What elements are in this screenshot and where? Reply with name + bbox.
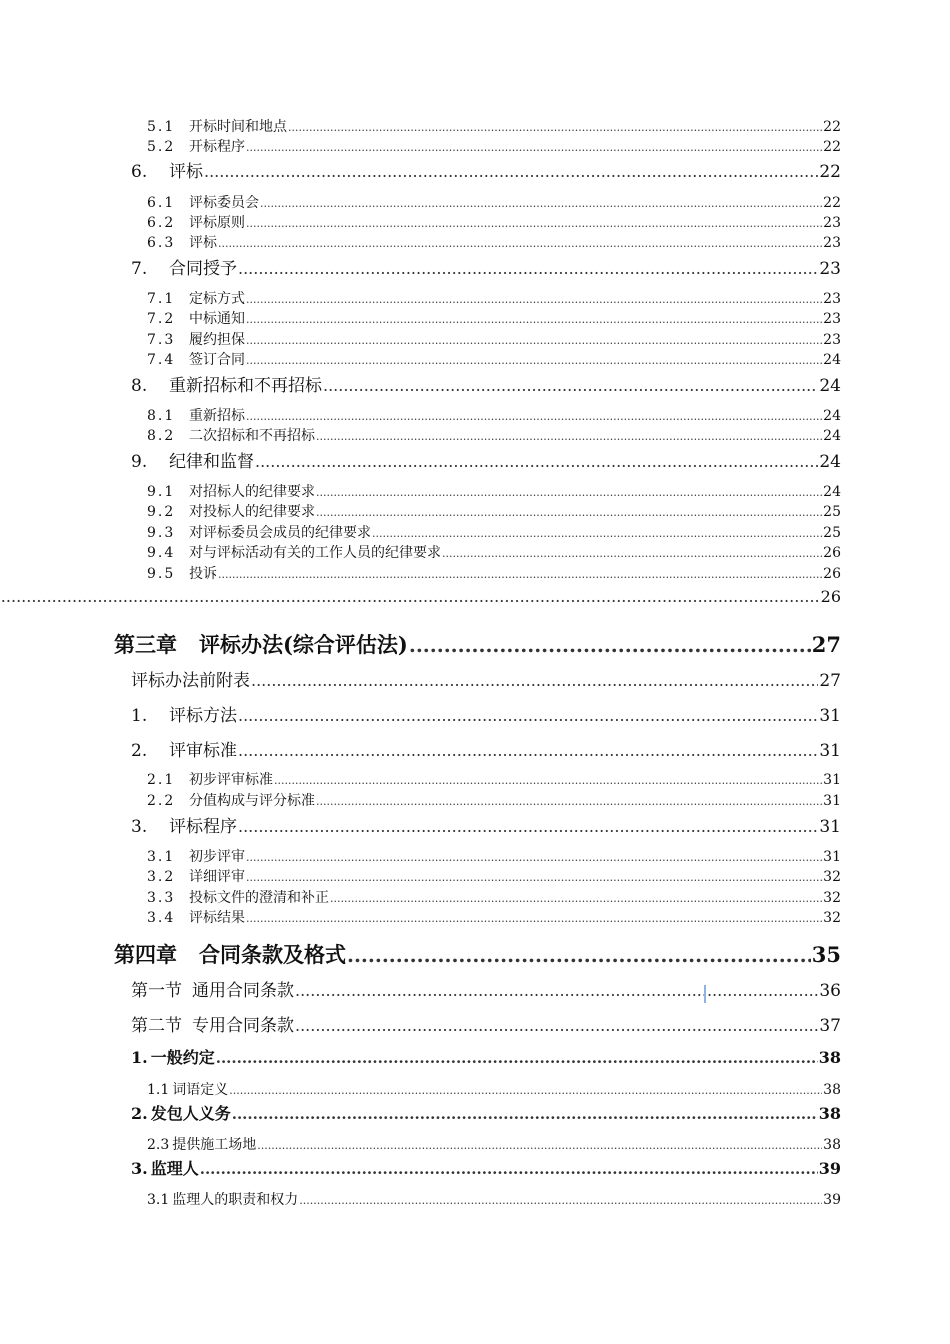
dot-leader xyxy=(295,981,818,1000)
toc-entry-title: 评标原则 xyxy=(189,215,245,231)
toc-entry-number: 7.1 xyxy=(147,291,176,307)
toc-entry-page-number: 23 xyxy=(823,215,841,231)
dot-leader xyxy=(316,486,822,499)
toc-entry-title: 通用合同条款 xyxy=(192,981,294,1001)
toc-entry-page-number: 24 xyxy=(819,452,841,472)
toc-entry-page-number: 25 xyxy=(823,525,841,541)
toc-entry-page-number: 39 xyxy=(818,1159,841,1178)
dot-leader xyxy=(238,706,818,725)
toc-entry-title: 对与评标活动有关的工作人员的纪律要求 xyxy=(189,545,441,561)
toc-entry[interactable] xyxy=(147,405,841,425)
toc-entry-number: 8.1 xyxy=(147,408,176,424)
toc-entry[interactable] xyxy=(147,481,841,501)
toc-entry[interactable] xyxy=(131,666,841,691)
toc-entry-title: 评标结果 xyxy=(189,910,245,926)
dot-leader xyxy=(246,354,822,367)
toc-entry-title: 分值构成与评分标准 xyxy=(189,793,315,809)
toc-entry-title: 详细评审 xyxy=(189,869,245,885)
toc-entry-number: 6.2 xyxy=(147,215,176,231)
toc-entry[interactable] xyxy=(147,542,841,562)
toc-entry-number: 6. xyxy=(131,162,148,182)
toc-entry-page-number: 31 xyxy=(823,849,841,865)
toc-entry-title: 发包人义务 xyxy=(150,1104,231,1123)
toc-entry-number: 2. xyxy=(131,1104,148,1123)
toc-entry-number: 1.1 xyxy=(147,1082,170,1098)
toc-entry[interactable] xyxy=(131,254,841,279)
toc-entry-number: 第一节 xyxy=(131,981,182,1001)
toc-entry[interactable] xyxy=(147,212,841,232)
toc-entry-number: 7.4 xyxy=(147,352,176,368)
toc-entry-title: 初步评审标准 xyxy=(189,772,273,788)
toc-entry-page-number: 26 xyxy=(823,566,841,582)
dot-leader xyxy=(409,633,811,657)
toc-entry-number: 3.1 xyxy=(147,1192,170,1208)
toc-entry[interactable] xyxy=(147,790,841,810)
toc-entry-page-number: 32 xyxy=(823,910,841,926)
toc-entry-number: 9.3 xyxy=(147,525,176,541)
toc-entry-title: 合同授予 xyxy=(169,259,237,279)
toc-entry[interactable] xyxy=(147,288,841,308)
toc-entry-page-number: 31 xyxy=(823,793,841,809)
toc-entry[interactable] xyxy=(131,447,841,472)
toc-entry-title: 初步评审 xyxy=(189,849,245,865)
toc-entry[interactable] xyxy=(147,1189,841,1209)
toc-entry[interactable] xyxy=(147,1134,841,1154)
toc-entry[interactable] xyxy=(147,425,841,445)
toc-entry[interactable] xyxy=(131,812,841,837)
toc-entry-number: 9.2 xyxy=(147,504,176,520)
toc-entry-number: 2.2 xyxy=(147,793,176,809)
toc-entry-number: 3.3 xyxy=(147,890,176,906)
toc-entry[interactable] xyxy=(147,116,841,136)
toc-entry-number: 3.1 xyxy=(147,849,176,865)
toc-entry-number: 3. xyxy=(131,817,148,837)
dot-leader xyxy=(323,376,818,395)
dot-leader xyxy=(372,527,822,540)
toc-entry-page-number: 22 xyxy=(819,162,841,182)
dot-leader xyxy=(238,817,818,836)
toc-entry-title: 定标方式 xyxy=(189,291,245,307)
toc-entry-number: 7.3 xyxy=(147,332,176,348)
toc-entry[interactable] xyxy=(147,136,841,156)
toc-entry-page-number: 36 xyxy=(819,981,841,1001)
dot-leader xyxy=(330,892,822,905)
toc-entry-title: 重新招标 xyxy=(189,408,245,424)
toc-entry-page-number: 24 xyxy=(823,352,841,368)
dot-leader xyxy=(442,547,822,560)
toc-entry-number: 3. xyxy=(131,1159,148,1178)
dot-leader xyxy=(246,871,822,884)
toc-entry-page-number: 32 xyxy=(823,890,841,906)
dot-leader xyxy=(238,259,818,278)
dot-leader xyxy=(218,568,822,581)
dot-leader xyxy=(0,587,820,606)
toc-entry-number: 第二节 xyxy=(131,1016,182,1036)
dot-leader xyxy=(295,1016,818,1035)
toc-entry-number: 第四章 xyxy=(114,942,177,967)
toc-entry-page-number: 39 xyxy=(823,1192,841,1208)
toc-entry[interactable] xyxy=(147,1079,841,1099)
toc-entry[interactable] xyxy=(131,1011,841,1036)
toc-entry-number: 3.2 xyxy=(147,869,176,885)
toc-entry-number: 9. xyxy=(131,452,148,472)
toc-entry-title: 合同条款及格式 xyxy=(199,942,346,967)
toc-entry-title: 对投标人的纪律要求 xyxy=(189,504,315,520)
toc-entry[interactable] xyxy=(147,308,841,328)
dot-leader xyxy=(316,430,822,443)
toc-entry-page-number: 38 xyxy=(818,1104,841,1123)
toc-entry-title: 评标 xyxy=(189,235,217,251)
toc-entry[interactable] xyxy=(131,1101,841,1124)
dot-leader xyxy=(260,197,822,210)
toc-entry-number: 1. xyxy=(131,1048,148,1067)
toc-entry-page-number: 31 xyxy=(823,772,841,788)
toc-entry-number: 2.3 xyxy=(147,1137,170,1153)
dot-leader xyxy=(200,1160,818,1178)
toc-entry-title: 评标方法 xyxy=(169,706,237,726)
toc-entry-title: 评标 xyxy=(169,162,203,182)
toc-entry-title: 纪律和监督 xyxy=(169,452,254,472)
toc-entry-page-number: 38 xyxy=(823,1082,841,1098)
toc-entry-title: 词语定义 xyxy=(172,1082,229,1098)
dot-leader xyxy=(274,774,822,787)
toc-entry-number: 5.1 xyxy=(147,119,176,135)
toc-entry-title: 监理人的职责和权力 xyxy=(172,1192,299,1208)
toc-entry-title: 开标时间和地点 xyxy=(189,119,287,135)
dot-leader xyxy=(246,851,822,864)
toc-entry[interactable] xyxy=(147,563,841,583)
toc-entry-page-number: 24 xyxy=(823,484,841,500)
toc-entry[interactable] xyxy=(147,907,841,927)
toc-entry-number: 6.1 xyxy=(147,195,176,211)
toc-entry-page-number: 27 xyxy=(819,671,841,691)
dot-leader xyxy=(216,1049,818,1067)
toc-entry-title: 中标通知 xyxy=(189,311,245,327)
toc-entry[interactable] xyxy=(147,501,841,521)
toc-entry-title: 评标程序 xyxy=(169,817,237,837)
dot-leader xyxy=(246,141,822,154)
toc-entry-title: 二次招标和不再招标 xyxy=(189,428,315,444)
toc-entry-page-number: 31 xyxy=(819,741,841,761)
toc-entry[interactable] xyxy=(131,371,841,396)
toc-entry-title: 专用合同条款 xyxy=(192,1016,294,1036)
toc-entry-number: 2.1 xyxy=(147,772,176,788)
toc-entry-number: 9.4 xyxy=(147,545,176,561)
toc-entry[interactable] xyxy=(147,192,841,212)
toc-entry-page-number: 35 xyxy=(811,942,841,967)
toc-entry-number: 6.3 xyxy=(147,235,176,251)
toc-entry-title: 评标办法前附表 xyxy=(131,671,250,691)
toc-entry-page-number: 31 xyxy=(819,817,841,837)
toc-entry[interactable] xyxy=(147,329,841,349)
toc-entry-title: 重新招标和不再招标 xyxy=(169,376,322,396)
toc-entry-page-number: 22 xyxy=(823,195,841,211)
toc-entry-number: 9.5 xyxy=(147,566,176,582)
dot-leader xyxy=(255,452,818,471)
toc-entry-title: 评标办法(综合评估法) xyxy=(199,632,408,657)
toc-entry-title: 提供施工场地 xyxy=(172,1137,257,1153)
toc-entry[interactable] xyxy=(131,157,841,182)
dot-leader xyxy=(232,1105,818,1123)
toc-entry-page-number: 38 xyxy=(823,1137,841,1153)
toc-entry-number: 3.4 xyxy=(147,910,176,926)
toc-entry[interactable] xyxy=(147,866,841,886)
dot-leader xyxy=(347,943,811,967)
dot-leader xyxy=(251,671,818,690)
toc-entry[interactable] xyxy=(147,887,841,907)
text-cursor xyxy=(704,985,706,1003)
toc-entry[interactable] xyxy=(147,769,841,789)
toc-entry-number: 7. xyxy=(131,259,148,279)
dot-leader xyxy=(316,506,822,519)
toc-entry-number: 5.2 xyxy=(147,139,176,155)
toc-entry-title: 签订合同 xyxy=(189,352,245,368)
toc-entry[interactable] xyxy=(131,1045,841,1068)
dot-leader xyxy=(257,1139,822,1152)
toc-entry-page-number: 23 xyxy=(819,259,841,279)
toc-entry-title: 监理人 xyxy=(150,1159,199,1178)
toc-entry-title: 对评标委员会成员的纪律要求 xyxy=(189,525,371,541)
dot-leader xyxy=(218,237,822,250)
toc-entry[interactable] xyxy=(147,846,841,866)
toc-entry-page-number: 24 xyxy=(823,408,841,424)
toc-entry[interactable] xyxy=(131,1156,841,1179)
toc-entry-page-number: 32 xyxy=(823,869,841,885)
toc-entry[interactable] xyxy=(0,584,841,607)
toc-entry-title: 投标文件的澄清和补正 xyxy=(189,890,329,906)
toc-entry-page-number: 22 xyxy=(823,139,841,155)
dot-leader xyxy=(299,1194,822,1207)
toc-entry[interactable] xyxy=(131,736,841,761)
toc-entry-page-number: 23 xyxy=(823,291,841,307)
toc-entry-page-number: 25 xyxy=(823,504,841,520)
toc-entry-title: 投诉 xyxy=(189,566,217,582)
dot-leader xyxy=(229,1084,822,1097)
toc-entry-page-number: 26 xyxy=(823,545,841,561)
toc-entry-page-number: 23 xyxy=(823,235,841,251)
toc-entry-page-number: 37 xyxy=(819,1016,841,1036)
toc-entry-number: 8. xyxy=(131,376,148,396)
toc-entry-title: 履约担保 xyxy=(189,332,245,348)
toc-entry[interactable] xyxy=(114,939,841,969)
toc-entry-title: 一般约定 xyxy=(150,1048,215,1067)
dot-leader xyxy=(246,410,822,423)
toc-entry-page-number: 26 xyxy=(820,587,841,606)
toc-entry-page-number: 24 xyxy=(819,376,841,396)
toc-entry-title: 对招标人的纪律要求 xyxy=(189,484,315,500)
toc-entry[interactable] xyxy=(147,232,841,252)
dot-leader xyxy=(246,334,822,347)
dot-leader xyxy=(288,121,822,134)
toc-entry-page-number: 24 xyxy=(823,428,841,444)
toc-entry-page-number: 22 xyxy=(823,119,841,135)
toc-entry-title: 评审标准 xyxy=(169,741,237,761)
toc-entry-number: 8.2 xyxy=(147,428,176,444)
toc-entry-number: 9.1 xyxy=(147,484,176,500)
toc-entry-number: 2. xyxy=(131,741,148,761)
toc-entry-page-number: 23 xyxy=(823,311,841,327)
toc-entry-title: 开标程序 xyxy=(189,139,245,155)
dot-leader xyxy=(246,217,822,230)
toc-entry-page-number: 38 xyxy=(818,1048,841,1067)
dot-leader xyxy=(238,741,818,760)
toc-entry-title: 评标委员会 xyxy=(189,195,259,211)
dot-leader xyxy=(204,162,818,181)
toc-entry[interactable] xyxy=(147,349,841,369)
dot-leader xyxy=(246,912,822,925)
toc-entry-page-number: 27 xyxy=(811,632,841,657)
toc-entry[interactable] xyxy=(131,701,841,726)
toc-entry[interactable] xyxy=(147,522,841,542)
toc-entry-page-number: 31 xyxy=(819,706,841,726)
toc-entry[interactable] xyxy=(131,976,841,1001)
dot-leader xyxy=(246,313,822,326)
toc-entry-number: 1. xyxy=(131,706,148,726)
toc-entry[interactable] xyxy=(114,629,841,659)
toc-entry-number: 第三章 xyxy=(114,632,177,657)
dot-leader xyxy=(316,795,822,808)
toc-entry-number: 7.2 xyxy=(147,311,176,327)
toc-entry-page-number: 23 xyxy=(823,332,841,348)
dot-leader xyxy=(246,293,822,306)
